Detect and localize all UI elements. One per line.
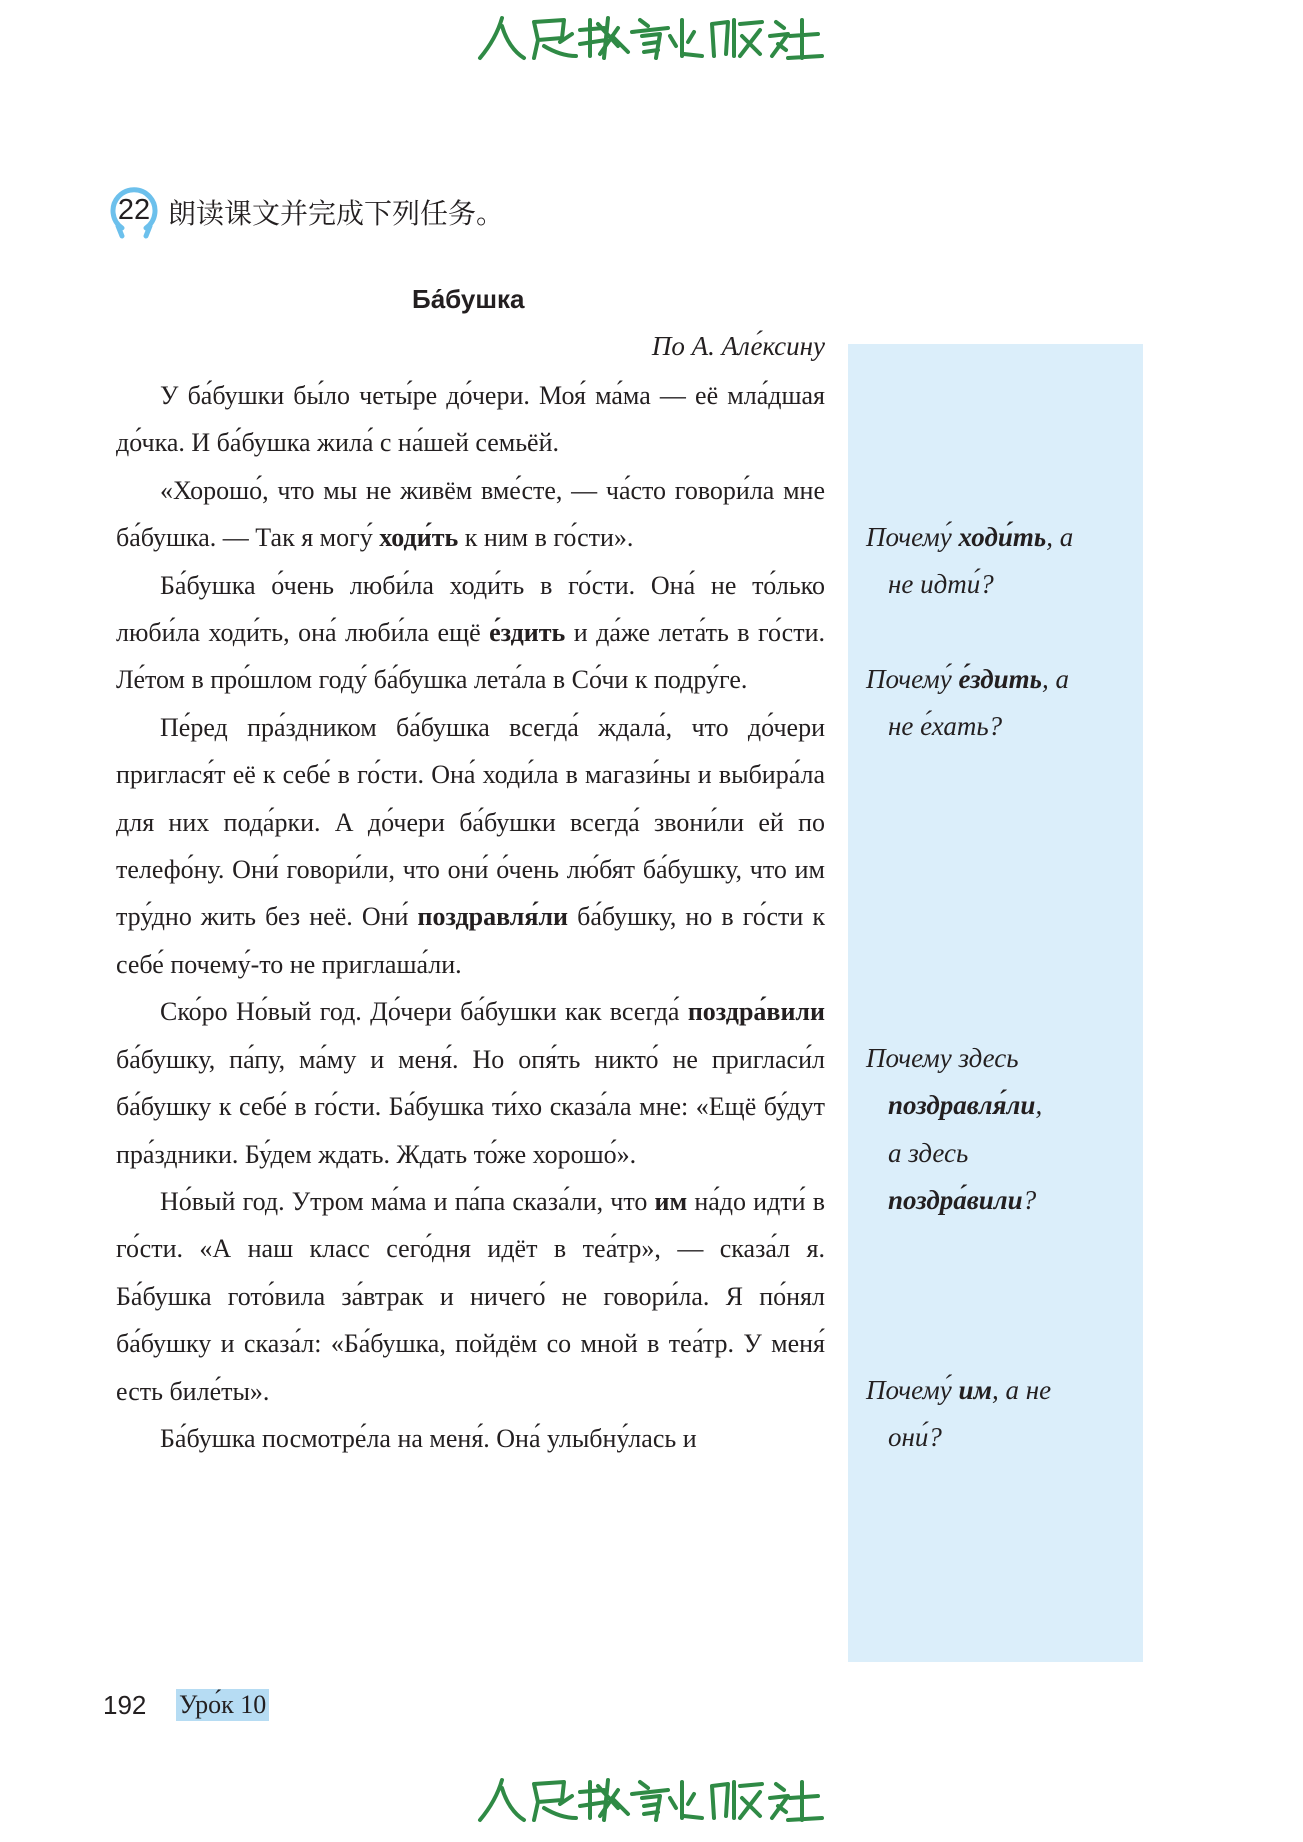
text-run: ба́бушку, но в го́сти к себе́ почему́-то не приглаша́ли.: [116, 902, 825, 979]
story-text: [116, 372, 825, 1462]
question-keyword: поздравля́ли: [888, 1090, 1036, 1121]
key-verb: им: [654, 1186, 688, 1216]
question-keyword: им: [958, 1375, 992, 1405]
text-run: ба́бушку, па́пу, ма́му и меня́. Но опя́ть никто́ не пригласи́л ба́бушку к себе́ в го́сти. Ба́бушка ти́хо сказа́ла мне: «Ещё бу́дут пра́здники. Бу́дем ждать. Ждать то́же хорошо́».: [116, 1044, 825, 1169]
text-run: , а не: [991, 1375, 1052, 1405]
key-verb: поздравля́ли: [417, 902, 569, 932]
text-run: У ба́бушки бы́ло четы́ре до́чери. Моя́ ма́ма — её мла́дшая до́чка. И ба́бушка жила́ с на́шей семьёй.: [116, 381, 825, 458]
margin-question-3: [866, 1035, 1136, 1225]
story-paragraph: [116, 372, 825, 467]
story-paragraph: [116, 704, 825, 988]
question-line: [866, 514, 1136, 561]
text-run: Ско́ро Но́вый год. До́чери ба́бушки как всегда́: [160, 997, 688, 1027]
question-line: [866, 703, 1136, 750]
publisher-logo-bottom: [0, 1768, 1303, 1828]
question-line: [866, 1367, 1136, 1414]
text-run: Почему́: [866, 664, 959, 694]
text-run: Но́вый год. Утром ма́ма и па́па сказа́ли, что: [160, 1186, 655, 1216]
text-run: Почему́: [866, 1375, 959, 1405]
publisher-logo-top: [0, 6, 1303, 66]
text-run: Почему́: [866, 522, 959, 552]
question-keyword: ходи́ть: [958, 522, 1047, 552]
text-run: ?: [1022, 1185, 1037, 1216]
margin-question-1: [866, 514, 1136, 609]
text-run: не е́хать?: [888, 711, 1003, 742]
text-run: Ба́бушка о́чень люби́ла ходи́ть в го́сти. Она́ не то́лько люби́ла ходи́ть, она́ люби́ла ещё: [116, 570, 825, 648]
story-paragraph: [116, 562, 825, 704]
story-title: Ба́бушка: [412, 284, 525, 314]
story-paragraph: [116, 988, 825, 1178]
text-run: Ба́бушка посмотре́ла на меня́. Она́ улыбну́лась и: [160, 1423, 697, 1453]
key-verb: поздра́вили: [687, 997, 825, 1027]
story-author: По А. Але́ксину: [651, 331, 825, 361]
question-line: [866, 1414, 1136, 1461]
key-verb: ходи́ть: [379, 523, 459, 553]
text-run: Почему здесь: [866, 1043, 1019, 1073]
publisher-logo-top-glyphs: [472, 6, 832, 66]
task-number-badge: [108, 182, 160, 242]
text-run: к ним в го́сти».: [458, 523, 634, 553]
text-run: а здесь: [888, 1137, 969, 1168]
question-line: [866, 1130, 1136, 1177]
text-run: ,: [1035, 1090, 1043, 1121]
text-run: на́до идти́ в го́сти. «А наш класс сего́дня идёт в теа́тр», — сказа́л я. Ба́бушка гото́вила за́втрак и ничего́ не говори́ла. Я по́нял ба́бушку и сказа́л: «Ба́бушка, пойдём со мной в теа́тр. У меня́ есть биле́ты».: [116, 1186, 825, 1406]
question-keyword: поздра́вили: [888, 1185, 1023, 1216]
question-line: [866, 1177, 1136, 1224]
question-line: [866, 1082, 1136, 1129]
margin-question-4: [866, 1367, 1136, 1462]
task-number: 22: [117, 194, 151, 226]
margin-question-2: [866, 656, 1136, 751]
text-run: , а: [1046, 522, 1074, 552]
question-line: [866, 656, 1136, 703]
story-paragraph: [116, 1415, 825, 1462]
text-run: не идти́?: [888, 569, 994, 600]
text-run: Пе́ред пра́здником ба́бушка всегда́ ждала́, что до́чери приглася́т её к себе́ в го́сти. Она́ ходи́ла в магази́ны и выбира́ла для них пода́рки. А до́чери ба́бушки всегда́ звони́ли ей по телефо́ну. Они́ говори́ли, что они́ о́чень лю́бят ба́бушку, что им тру́дно жить без неё. Они́: [116, 712, 825, 932]
lesson-label: Уро́к 10: [176, 1689, 269, 1721]
question-keyword: е́здить: [958, 664, 1043, 694]
story-paragraph: [116, 467, 825, 562]
text-run: «Хорошо́, что мы не живём вме́сте, — ча́сто говори́ла мне ба́бушка. — Так я могу́: [116, 475, 825, 553]
publisher-logo-bottom-glyphs: [472, 1768, 832, 1828]
text-run: они́?: [888, 1422, 942, 1453]
key-verb: е́здить: [489, 618, 566, 648]
page-number: 192: [103, 1690, 147, 1720]
task-heading: [108, 182, 504, 242]
task-instruction: 朗读课文并完成下列任务。: [168, 197, 505, 230]
question-line: [866, 561, 1136, 608]
story-paragraph: [116, 1178, 825, 1415]
text-run: , а: [1042, 664, 1070, 694]
question-line: [866, 1035, 1136, 1082]
text-run: и да́же лета́ть в го́сти. Ле́том в про́шлом году́ ба́бушка лета́ла в Со́чи к подру́ге.: [116, 618, 825, 695]
